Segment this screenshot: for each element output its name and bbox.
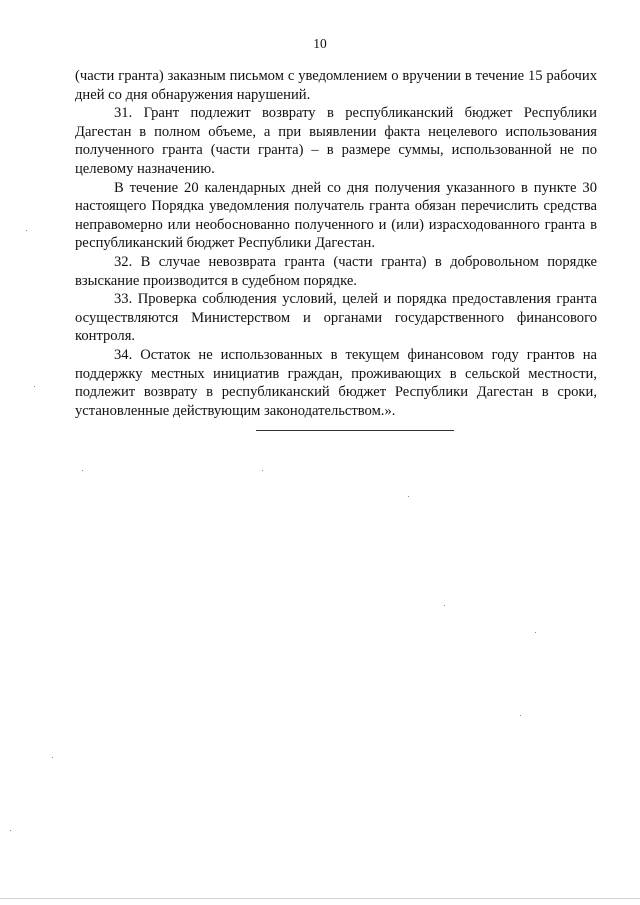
scan-speck (10, 830, 11, 831)
paragraph-item-34: 34. Остаток не использованных в текущем финансовом году грантов на поддержку местных инициатив граждан, проживающих в сельской местности, подлежит возврату в республиканский бюджет Республики Дагестан в сроки, установленные действующим законодательством.». (75, 346, 597, 419)
scan-speck (520, 715, 521, 716)
scan-speck (262, 470, 263, 471)
scan-speck (535, 632, 536, 633)
scan-bottom-edge (0, 898, 640, 899)
document-body (75, 67, 597, 420)
end-of-text-rule (256, 430, 454, 431)
scan-speck (82, 470, 83, 471)
paragraph-item-33: 33. Проверка соблюдения условий, целей и порядка предоставления гранта осуществляются Министерством и органами государственного финансового контроля. (75, 291, 597, 345)
scan-speck (26, 230, 27, 231)
paragraph-item-32: 32. В случае невозврата гранта (части гранта) в добровольном порядке взыскание производится в судебном порядке. (75, 253, 597, 289)
scan-speck (444, 605, 445, 606)
scan-speck (52, 757, 53, 758)
paragraph-continuation: (части гранта) заказным письмом с уведомлением о вручении в течение 15 рабочих дней со дня обнаружения нарушений. (75, 68, 597, 103)
paragraph-refund-deadline: В течение 20 календарных дней со дня получения указанного в пункте 30 настоящего Порядка уведомления получатель гранта обязан перечислить средства неправомерно или необоснованно полученного и (или) израсходованного гранта в республиканский бюджет Республики Дагестан. (75, 179, 597, 252)
page-number: 10 (313, 36, 327, 51)
scan-speck (408, 496, 409, 497)
scan-speck (34, 386, 35, 387)
paragraph-item-31: 31. Грант подлежит возврату в республиканский бюджет Республики Дагестан в полном объеме, а при выявлении факта нецелевого использования полученного гранта (части гранта) – в размере суммы, использованной не по целевому назначению. (75, 105, 597, 177)
